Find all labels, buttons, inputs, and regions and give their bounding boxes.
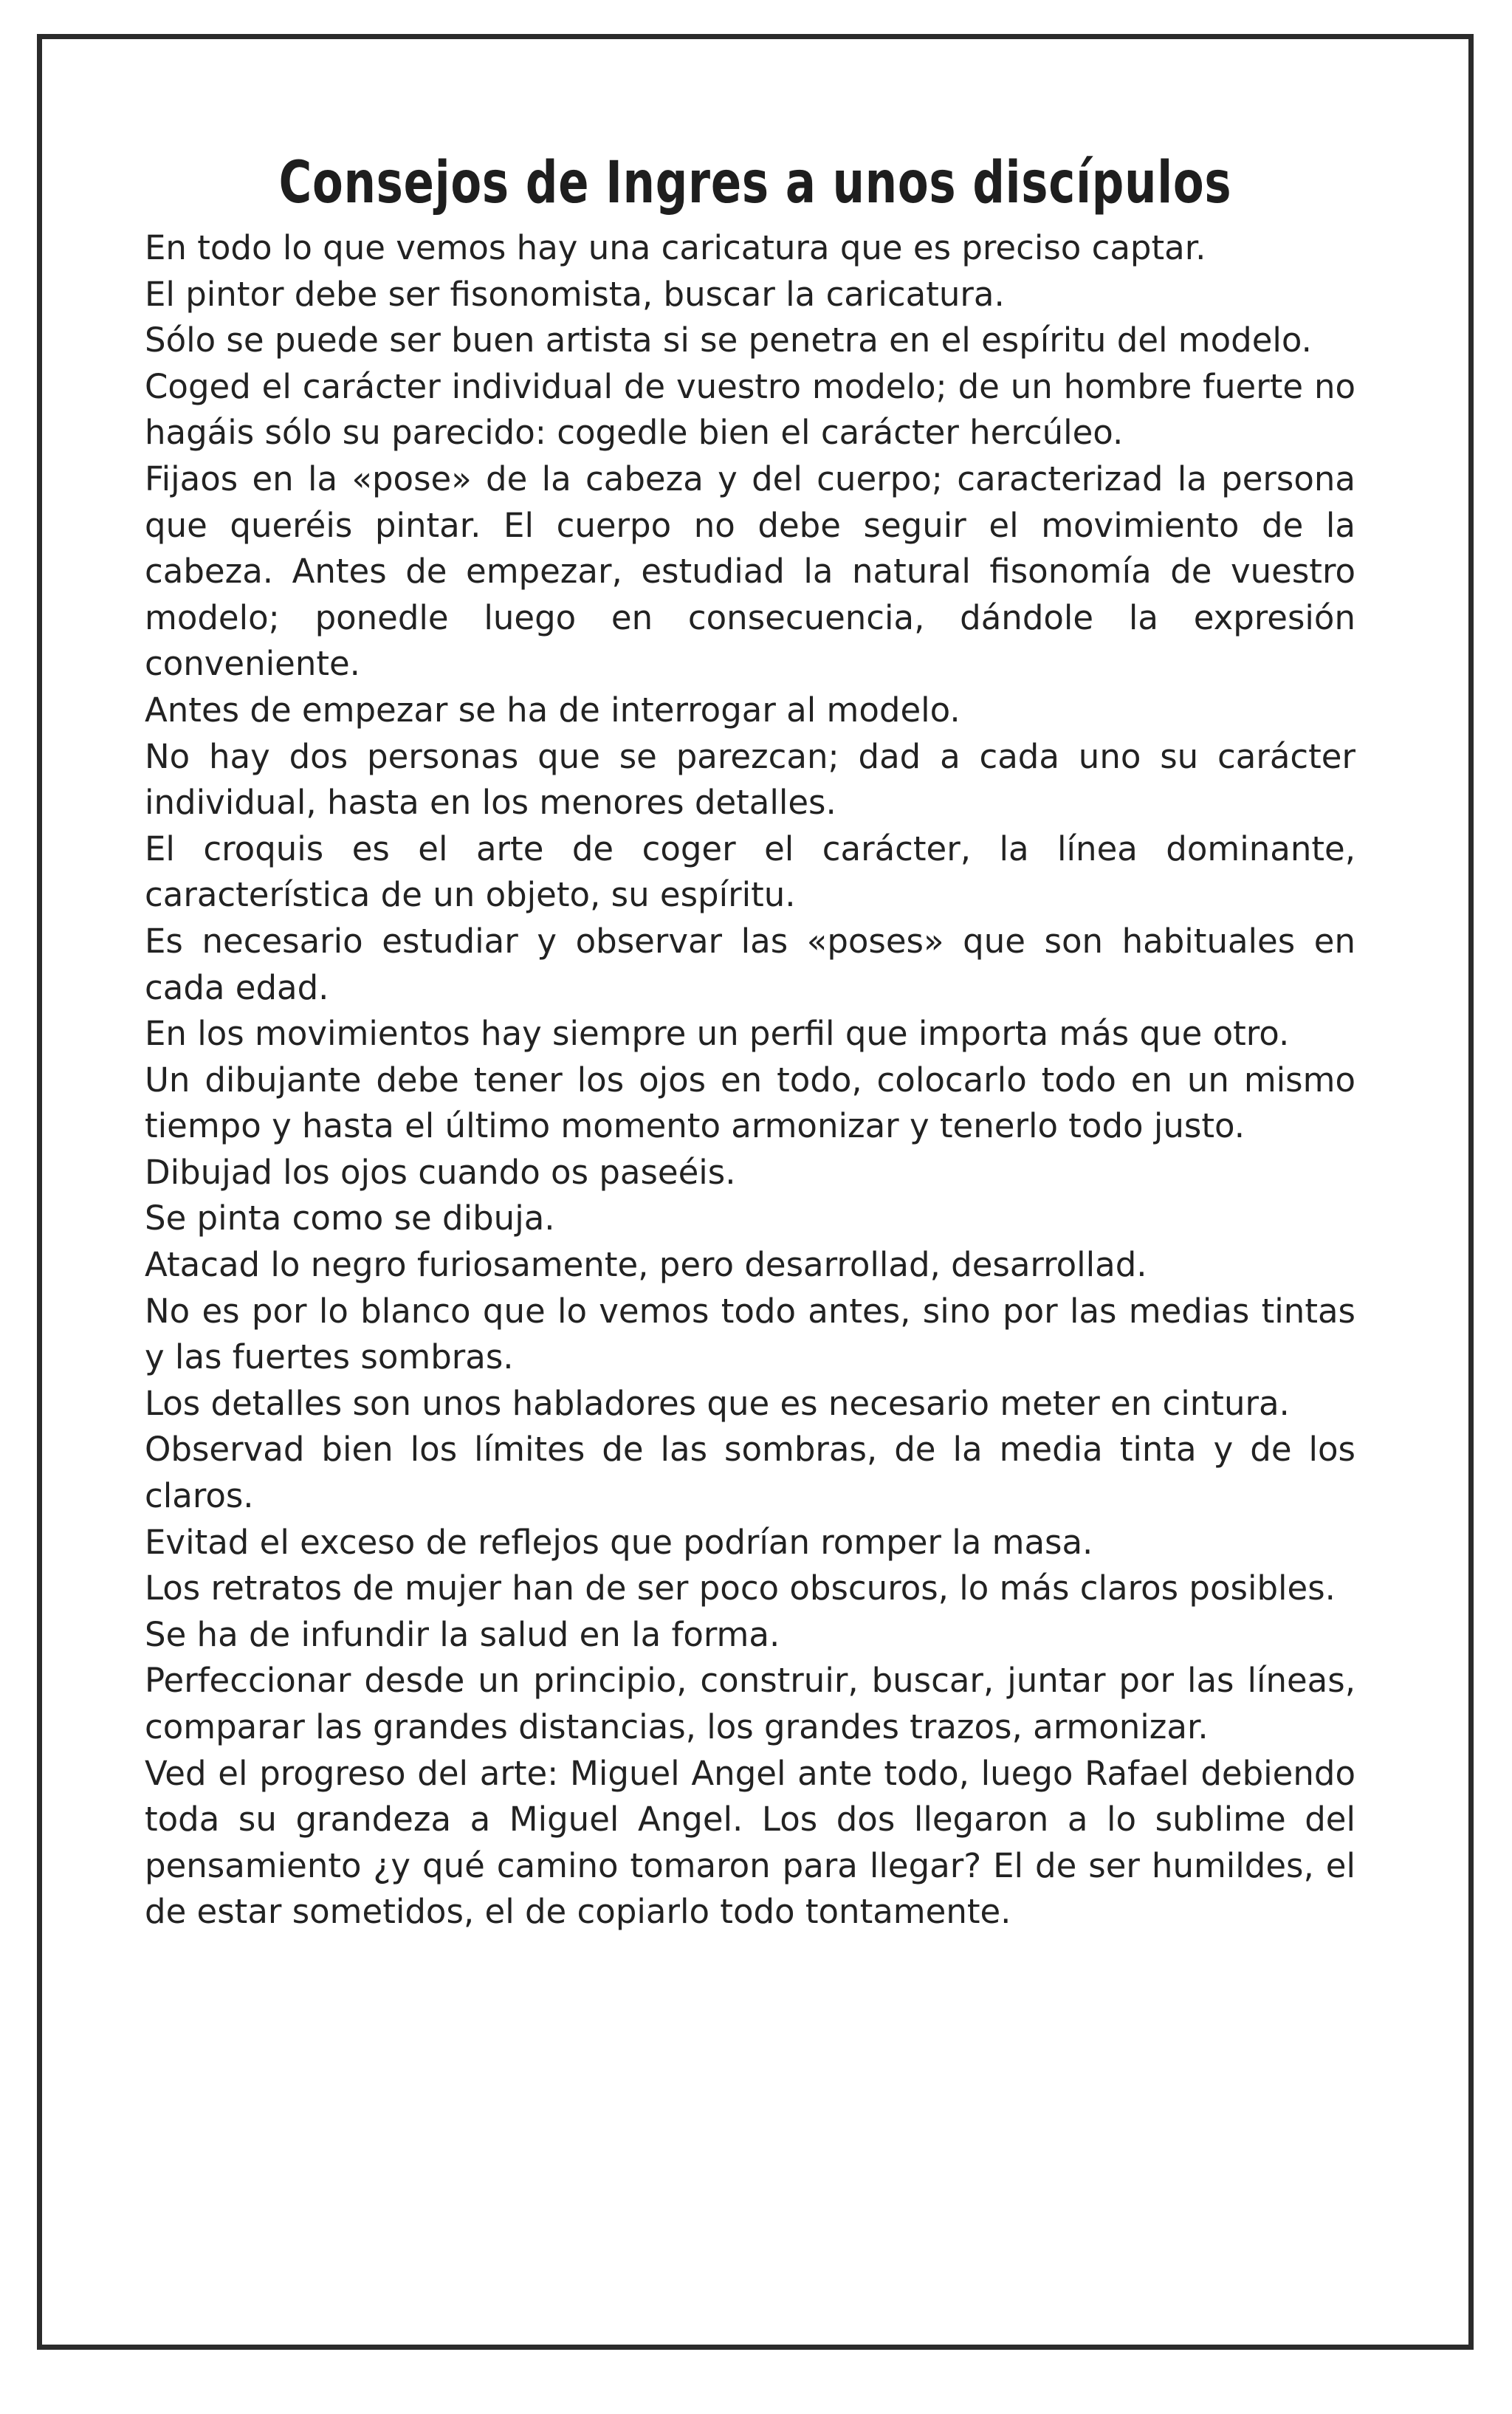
paragraph: Se pinta como se dibuja. xyxy=(145,1199,555,1238)
paragraph: Observad bien los límites de las sombras, de la media tinta y de los claros. xyxy=(145,1430,1355,1516)
paragraph: En todo lo que vemos hay una caricatura que es preciso captar. xyxy=(145,228,1206,267)
paragraph: Los detalles son unos habladores que es necesario meter en cintura. xyxy=(145,1383,1290,1423)
paragraph: Perfeccionar desde un principio, construir, buscar, juntar por las líneas, comparar las grandes distancias, los grandes trazos, armonizar. xyxy=(145,1661,1355,1746)
paragraph: En los movimientos hay siempre un perfil que importa más que otro. xyxy=(145,1014,1290,1054)
paragraph: Se ha de infundir la salud en la forma. xyxy=(145,1614,780,1654)
paragraph: Atacad lo negro furiosamente, pero desarrollad, desarrollad. xyxy=(145,1245,1147,1285)
paragraph: Coged el carácter individual de vuestro modelo; de un hombre fuerte no hagáis sólo su parecido: cogedle bien el carácter hercúleo. xyxy=(145,366,1355,453)
paragraph: Un dibujante debe tener los ojos en todo, colocarlo todo en un mismo tiempo y hasta el último momento armonizar y tenerlo todo justo. xyxy=(145,1060,1355,1146)
paragraph: Antes de empezar se ha de interrogar al modelo. xyxy=(145,690,961,730)
paragraph: El croquis es el arte de coger el carácter, la línea dominante, característica de un objeto, su espíritu. xyxy=(145,829,1355,915)
page-title: Consejos de Ingres a unos discípulos xyxy=(278,150,1232,216)
paragraph: El pintor debe ser fisonomista, buscar la caricatura. xyxy=(145,274,1005,314)
paragraph: Es necesario estudiar y observar las «poses» que son habituales en cada edad. xyxy=(145,921,1355,1007)
paragraph: Ved el progreso del arte: Miguel Angel ante todo, luego Rafael debiendo toda su grandeza a Miguel Angel. Los dos llegaron a lo sublime del pensamiento ¿y qué camino tomaron para llegar? El de ser humildes, el de estar sometidos, el de copiarlo todo tontamente. xyxy=(145,1753,1355,1932)
paragraph: No hay dos personas que se parezcan; dad a cada uno su carácter individual, hasta en los menores detalles. xyxy=(145,736,1355,823)
paragraph: Dibujad los ojos cuando os paseéis. xyxy=(145,1152,736,1192)
paragraph: Los retratos de mujer han de ser poco obscuros, lo más claros posibles. xyxy=(145,1568,1336,1608)
paragraph: Sólo se puede ser buen artista si se penetra en el espíritu del modelo. xyxy=(145,320,1312,360)
paragraph: Fijaos en la «pose» de la cabeza y del cuerpo; caracterizad la persona que queréis pintar. El cuerpo no debe seguir el movimiento de la cabeza. Antes de empezar, estudiad la natural fisonomía de vuestro modelo; ponedle luego en consecuencia, dándole la expresión conveniente. xyxy=(145,459,1355,684)
paragraph: No es por lo blanco que lo vemos todo antes, sino por las medias tintas y las fuertes sombras. xyxy=(145,1291,1355,1377)
paragraph: Evitad el exceso de reflejos que podrían romper la masa. xyxy=(145,1522,1093,1562)
text-body xyxy=(145,225,1355,1935)
